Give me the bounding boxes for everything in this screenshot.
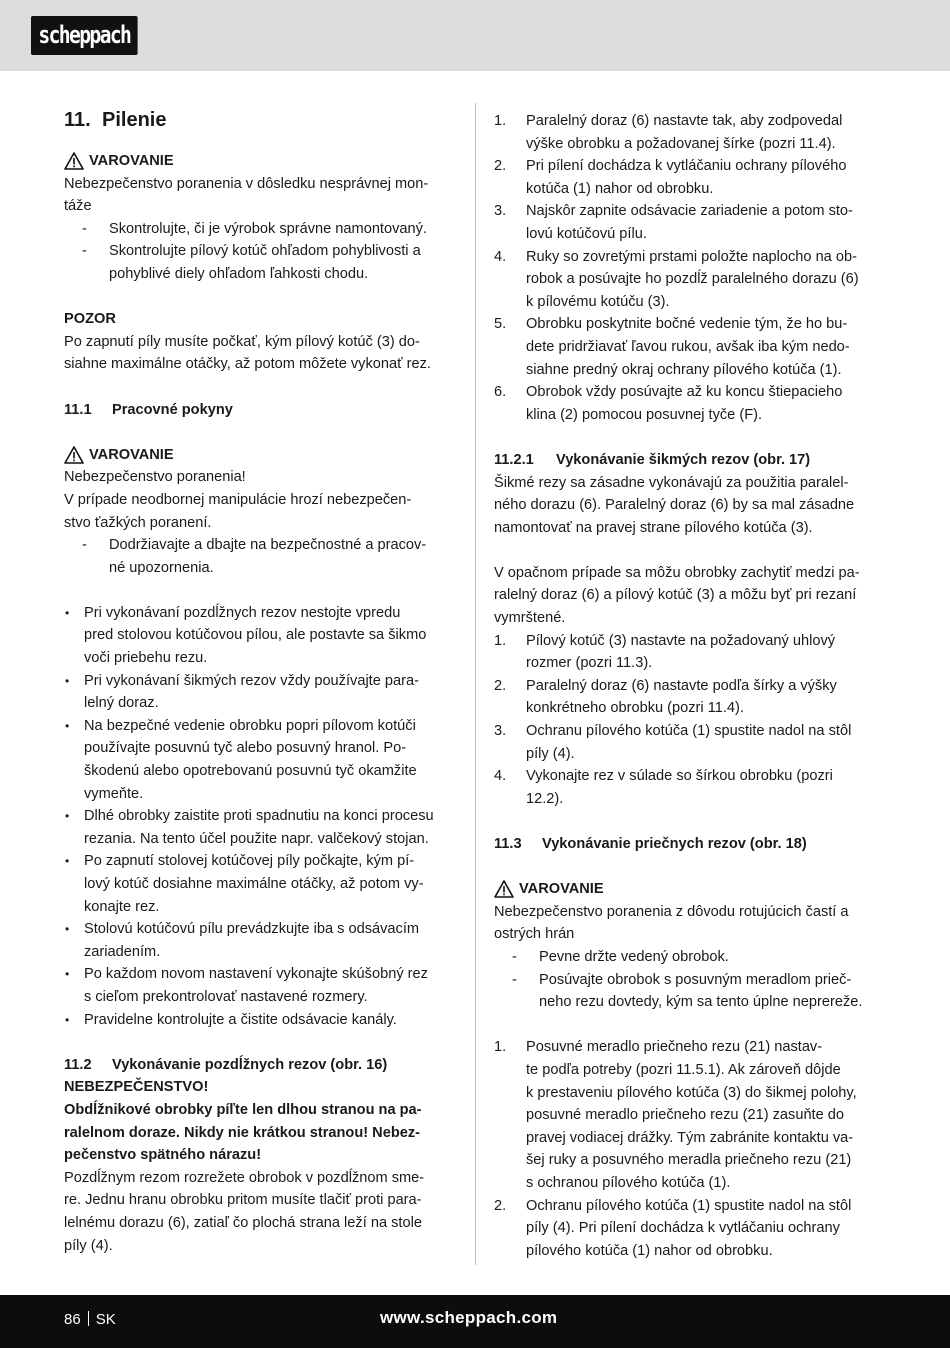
numbered-item: 2. Pri pílení dochádza k vytláčaniu ochrany pílového kotúča (1) nahor od obrobku. bbox=[494, 158, 847, 197]
subsection-heading-11-1: 11.1 Pracovné pokyny bbox=[64, 401, 233, 418]
dash-item-cont: neho rezu dovtedy, kým sa tento úplne neprereže. bbox=[539, 994, 863, 1011]
body-text: Pozdĺžnym rezom rozrežete obrobok v pozdĺžnom sme- bbox=[64, 1169, 425, 1186]
bullet-item: • Po zapnutí stolovej kotúčovej píly počkajte, kým pí- lový kotúč dosiahne maximálne otáčky, až potom vy- konajte rez. bbox=[65, 853, 424, 915]
danger-text: Obdĺžnikové obrobky píľte len dlhou stranou na pa- bbox=[64, 1101, 422, 1118]
numbered-item: 1. Pílový kotúč (3) nastavte na požadovaný uhlový rozmer (pozri 11.3). bbox=[494, 632, 836, 672]
body-text: ného dorazu (6). Paralelný doraz (6) by sa mal zásadne bbox=[494, 497, 855, 514]
subsection-heading-11-2-1: 11.2.1 Vykonávanie šikmých rezov (obr. 17) bbox=[494, 451, 811, 468]
warning-text: ostrých hrán bbox=[494, 926, 575, 943]
bullet-item: • Pravidelne kontrolujte a čistite odsávacie kanály. bbox=[65, 1011, 397, 1028]
body-text: namontovať na pravej strane pílového kotúča (3). bbox=[494, 519, 813, 536]
header-bar bbox=[0, 0, 950, 71]
dash-item: - Pevne držte vedený obrobok. bbox=[512, 948, 729, 965]
numbered-item: 4. Vykonajte rez v súlade so šírkou obrobku (pozri 12.2). bbox=[494, 768, 833, 807]
dash-item: - Skontrolujte, či je výrobok správne namontovaný. bbox=[82, 220, 427, 237]
section-heading-11: 11. Pilenie bbox=[64, 109, 167, 131]
bullet-item: • Na bezpečné vedenie obrobku popri pílovom kotúči používajte posuvnú tyč alebo posuvný hranol. Po- škodenú alebo opotrebovanú posuvnú tyč okamžite vymeňte. bbox=[65, 717, 417, 802]
numbered-item: 4. Ruky so zovretými prstami položte naplocho na ob- robok a posúvajte ho pozdĺž paralelného dorazu (6) k pílovému kotúču (3). bbox=[494, 248, 859, 310]
danger-text: ralelnom doraze. Nikdy nie krátkou stranou! Nebez- bbox=[64, 1124, 421, 1141]
body-text: vymrštené. bbox=[494, 610, 566, 627]
numbered-item: 6. Obrobok vždy posúvajte až ku koncu štiepacieho klina (2) pomocou posuvnej tyče (F). bbox=[494, 384, 843, 423]
warning-heading: VAROVANIE bbox=[64, 150, 456, 173]
website-url: www.scheppach.com bbox=[380, 1308, 558, 1327]
numbered-item: 1. Posuvné meradlo priečneho rezu (21) nastav- te podľa potreby (pozri 11.5.1). Ak zároveň dôjde k prestaveniu pílového kotúča (3) do šikmej polohy, posuvné meradlo priečneho rezu (21) zasuňte do pravej vodiacej drážky. Tým zabránite kontaktu va- šej ruky a posuvného meradla priečneho rezu (21) s ochranou pílového kotúča (1). bbox=[494, 1039, 857, 1191]
body-text: píly (4). bbox=[64, 1237, 113, 1254]
caution-heading: POZOR bbox=[64, 311, 116, 328]
language-code: SK bbox=[95, 1311, 116, 1328]
numbered-item: 5. Obrobku poskytnite bočné vedenie tým, že ho bu- dete pridržiavať ľavou rukou, avšak iba kým nedo- siahne predný okraj ochrany pílového kotúča (1). bbox=[494, 316, 850, 378]
warning-text: Nebezpečenstvo poranenia z dôvodu rotujúcich častí a bbox=[494, 903, 849, 920]
numbered-item: 3. Ochranu pílového kotúča (1) spustite nadol na stôl píly (4). bbox=[494, 723, 852, 762]
bullet-item: • Pri vykonávaní šikmých rezov vždy používajte para- lelný doraz. bbox=[65, 672, 419, 712]
left-column bbox=[64, 105, 456, 1257]
bullet-item: • Pri vykonávaní pozdĺžnych rezov nestojte vpredu pred stolovou kotúčovou pílou, ale postavte sa šikmo voči priebehu rezu. bbox=[65, 604, 427, 667]
warning-text: Nebezpečenstvo poranenia! bbox=[64, 469, 246, 486]
page-number: 86 SK bbox=[64, 1311, 116, 1328]
bullet-item: • Po každom novom nastavení vykonajte skúšobný rez s cieľom prekontrolovať nastavené rozmery. bbox=[65, 966, 428, 1005]
bullet-list bbox=[64, 602, 456, 1031]
warning-heading: VAROVANIE bbox=[494, 878, 886, 901]
numbered-item: 3. Najskôr zapnite odsávacie zariadenie a potom sto- lovú kotúčovú pílu. bbox=[494, 203, 853, 242]
body-text: ralelný doraz (6) a pílový kotúč (3) a môžu byť pri rezaní bbox=[494, 587, 857, 604]
warning-triangle-icon bbox=[494, 880, 514, 898]
warning-text: Nebezpečenstvo poranenia v dôsledku nesprávnej mon- bbox=[64, 175, 429, 192]
numbered-item: 1. Paralelný doraz (6) nastavte tak, aby zodpovedal výške obrobku a požadovanej šírke (pozri 11.4). bbox=[494, 113, 843, 152]
column-divider bbox=[475, 103, 476, 1265]
right-column bbox=[494, 110, 886, 1262]
subsection-heading-11-3: 11.3 Vykonávanie priečnych rezov (obr. 18) bbox=[494, 836, 807, 852]
section-title: Pilenie bbox=[102, 109, 167, 131]
dash-item-cont: né upozornenia. bbox=[109, 559, 214, 576]
body-text: re. Jednu hranu obrobku pritom musíte tlačiť proti para- bbox=[64, 1192, 422, 1209]
numbered-item: 2. Ochranu pílového kotúča (1) spustite nadol na stôl píly (4). Pri pílení dochádza k vytláčaniu ochrany pílového kotúča (1) nahor od obrobku. bbox=[494, 1197, 852, 1259]
dash-item: - Posúvajte obrobok s posuvným meradlom prieč- bbox=[512, 971, 852, 988]
bullet-item: • Dlhé obrobky zaistite proti spadnutiu na konci procesu rezania. Na tento účel použite napr. valčekový stojan. bbox=[65, 808, 434, 847]
body-text: lelnému dorazu (6), zatiaľ čo plochá strana leží na stole bbox=[64, 1214, 422, 1231]
danger-text: pečenstvo spätného nárazu! bbox=[64, 1147, 262, 1164]
warning-triangle-icon bbox=[64, 152, 84, 170]
footer-bar bbox=[0, 1295, 950, 1348]
warning-text: V prípade neodbornej manipulácie hrozí nebezpečen- bbox=[64, 491, 412, 508]
body-text: Šikmé rezy sa zásadne vykonávajú za použitia paralel- bbox=[494, 474, 849, 491]
dash-item: - Skontrolujte pílový kotúč ohľadom pohyblivosti a bbox=[82, 243, 421, 260]
caution-text: siahne maximálne otáčky, až potom môžete vykonať rez. bbox=[64, 356, 431, 373]
body-text: V opačnom prípade sa môžu obrobky zachytiť medzi pa- bbox=[494, 564, 860, 581]
warning-text: táže bbox=[64, 198, 92, 215]
warning-text: stvo ťažkých poranení. bbox=[64, 514, 212, 531]
bullet-item: • Stolovú kotúčovú pílu prevádzkujte iba s odsávacím zariadením. bbox=[65, 921, 420, 960]
warning-heading: VAROVANIE bbox=[64, 444, 456, 467]
danger-heading: NEBEZPEČENSTVO! bbox=[64, 1079, 209, 1096]
warning-triangle-icon bbox=[64, 446, 84, 464]
subsection-heading-11-2: 11.2 Vykonávanie pozdĺžnych rezov (obr. 16) bbox=[64, 1056, 388, 1073]
dash-item-cont: pohyblivé diely ohľadom ľahkosti chodu. bbox=[109, 265, 369, 282]
separator bbox=[88, 1311, 89, 1326]
dash-item: - Dodržiavajte a dbajte na bezpečnostné a pracov- bbox=[82, 537, 427, 554]
brand-logo: scheppach bbox=[31, 16, 138, 55]
numbered-item: 2. Paralelný doraz (6) nastavte podľa šírky a výšky konkrétneho obrobku (pozri 11.4). bbox=[494, 677, 837, 717]
caution-text: Po zapnutí píly musíte počkať, kým pílový kotúč (3) do- bbox=[64, 333, 420, 350]
